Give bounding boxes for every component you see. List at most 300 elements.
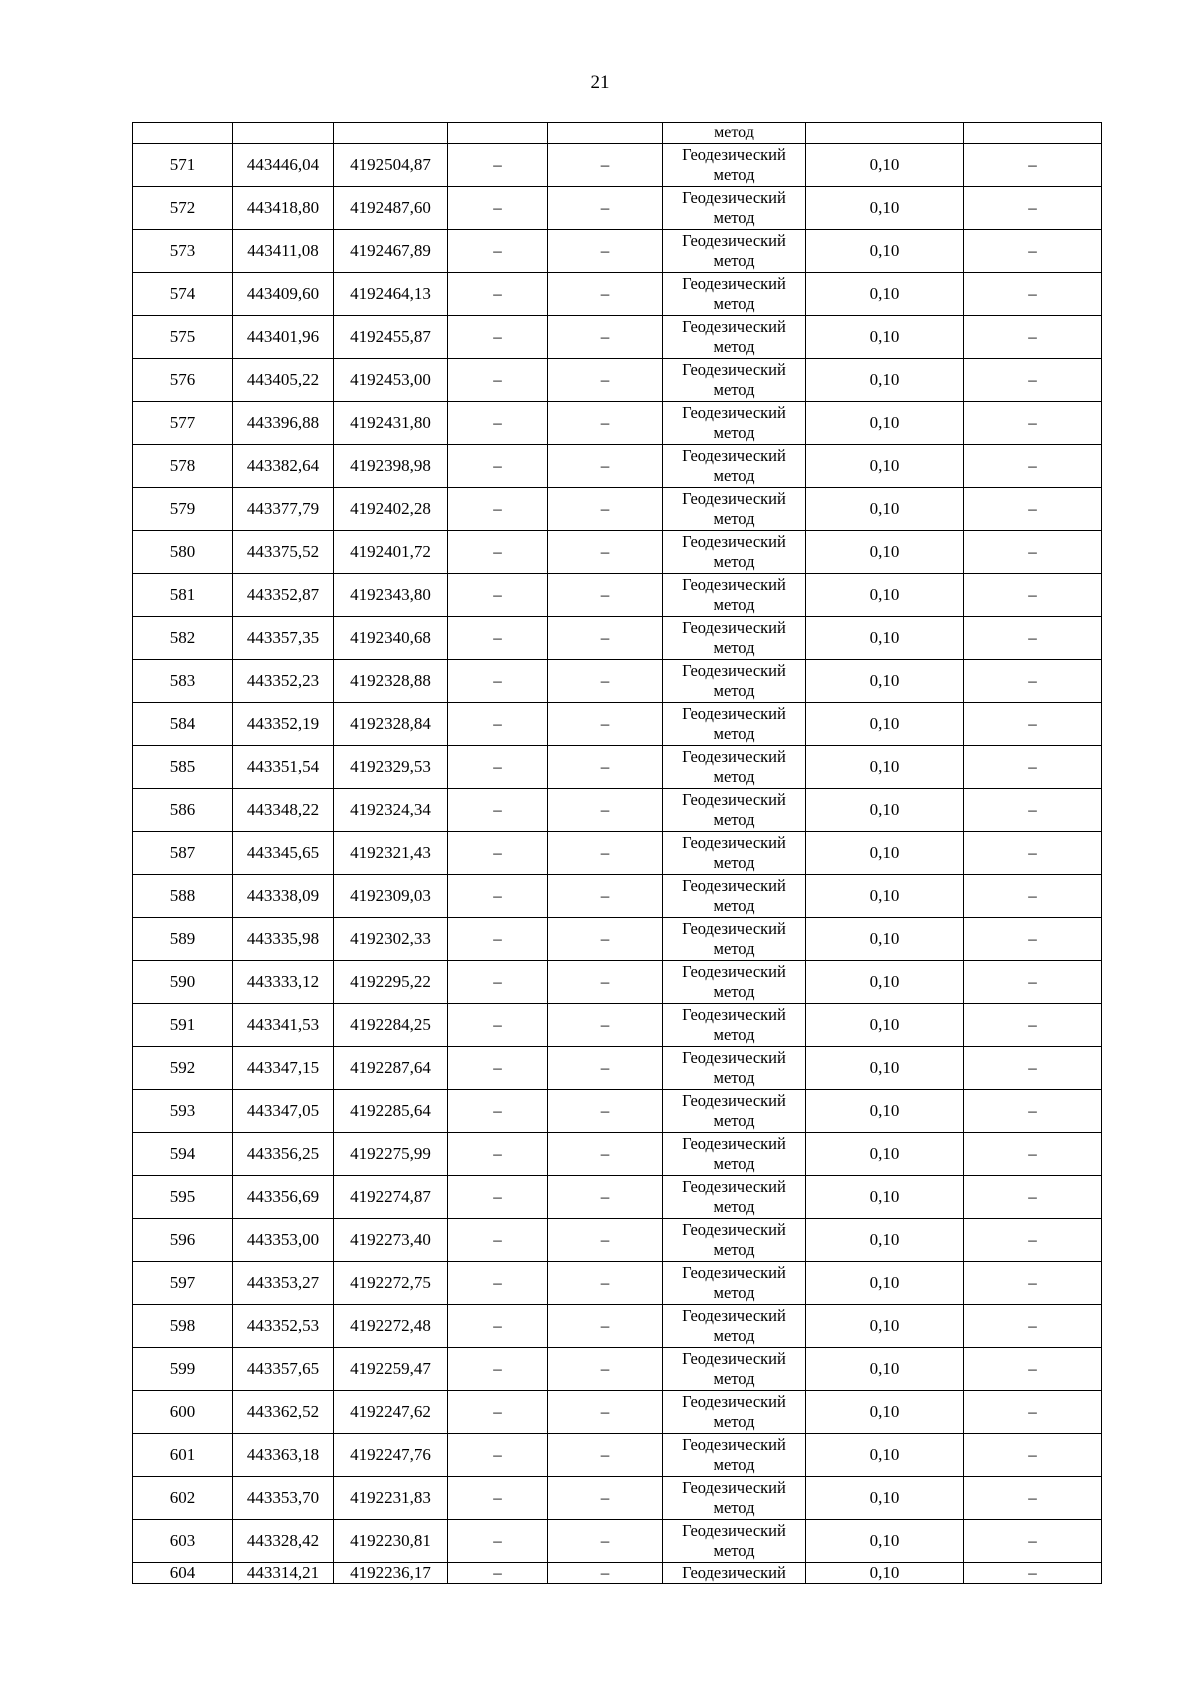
x-coordinate-cell: 443362,52 [233,1391,334,1434]
method-line-2: метод [713,1197,755,1216]
x-coordinate-cell: 443353,70 [233,1477,334,1520]
x-coordinate-cell: 443401,96 [233,316,334,359]
method-line-2: метод [713,595,755,614]
column-8-cell: – [964,144,1102,187]
column-5-cell: – [548,316,663,359]
method-line-2: метод [713,853,755,872]
x-coordinate-cell: 443352,53 [233,1305,334,1348]
point-number-cell: 580 [133,531,233,574]
table-row [133,531,1102,574]
accuracy-cell: 0,10 [806,1348,964,1391]
column-4-cell: – [448,703,548,746]
method-cell [663,1477,806,1520]
column-4-cell: – [448,574,548,617]
accuracy-cell: 0,10 [806,230,964,273]
x-coordinate-cell: 443375,52 [233,531,334,574]
column-8-cell: – [964,531,1102,574]
method-cell [663,531,806,574]
y-coordinate-cell: 4192398,98 [334,445,448,488]
column-4-cell: – [448,1262,548,1305]
column-8-cell: – [964,488,1102,531]
method-line-2: метод [713,1326,755,1345]
point-number-cell: 600 [133,1391,233,1434]
column-8-cell: – [964,1305,1102,1348]
point-number-cell: 601 [133,1434,233,1477]
y-coordinate-cell: 4192464,13 [334,273,448,316]
y-coordinate-cell: 4192230,81 [334,1520,448,1563]
table-row [133,1176,1102,1219]
table-row [133,1434,1102,1477]
accuracy-cell: 0,10 [806,1219,964,1262]
table-row [133,488,1102,531]
x-coordinate-cell: 443341,53 [233,1004,334,1047]
column-4-cell: – [448,1434,548,1477]
method-cell [663,359,806,402]
column-8-cell: – [964,1004,1102,1047]
method-line-2: метод [713,509,755,528]
column-8-cell: – [964,1219,1102,1262]
method-cell [663,1434,806,1477]
column-5-cell: – [548,1434,663,1477]
method-line-2: метод [713,208,755,227]
point-number-cell: 584 [133,703,233,746]
column-5-cell: – [548,1520,663,1563]
x-coordinate-cell: 443356,69 [233,1176,334,1219]
method-cell [663,1176,806,1219]
column-5-cell: – [548,359,663,402]
method-line-2: метод [713,896,755,915]
accuracy-cell: 0,10 [806,445,964,488]
method-line-1: Геодезический [682,962,786,981]
method-line-1: Геодезический [682,317,786,336]
y-coordinate-cell: 4192287,64 [334,1047,448,1090]
method-line-2: метод [713,1498,755,1517]
method-line-2: метод [713,165,755,184]
column-8-cell: – [964,918,1102,961]
method-cell [663,1004,806,1047]
accuracy-cell: 0,10 [806,832,964,875]
column-4-cell: – [448,1133,548,1176]
accuracy-cell: 0,10 [806,1305,964,1348]
method-line-2: метод [713,1111,755,1130]
table-row [133,832,1102,875]
table-cell [448,123,548,144]
x-coordinate-cell: 443347,05 [233,1090,334,1133]
x-coordinate-cell: 443382,64 [233,445,334,488]
method-cell [663,918,806,961]
column-4-cell: – [448,1176,548,1219]
method-line-1: Геодезический [682,446,786,465]
table-row [133,703,1102,746]
y-coordinate-cell: 4192272,75 [334,1262,448,1305]
y-coordinate-cell: 4192467,89 [334,230,448,273]
column-5-cell: – [548,660,663,703]
method-cell [663,961,806,1004]
method-line-2: метод [713,1283,755,1302]
method-cell [663,660,806,703]
table-row [133,1262,1102,1305]
column-8-cell: – [964,961,1102,1004]
y-coordinate-cell: 4192328,84 [334,703,448,746]
table-row [133,187,1102,230]
x-coordinate-cell: 443356,25 [233,1133,334,1176]
y-coordinate-cell: 4192247,76 [334,1434,448,1477]
column-4-cell: – [448,1348,548,1391]
method-cell: метод [663,123,806,144]
column-5-cell: – [548,1348,663,1391]
column-8-cell: – [964,1047,1102,1090]
table-row [133,316,1102,359]
accuracy-cell: 0,10 [806,1047,964,1090]
x-coordinate-cell: 443409,60 [233,273,334,316]
column-5-cell: – [548,617,663,660]
method-line-1: Геодезический [682,274,786,293]
column-8-cell: – [964,703,1102,746]
column-4-cell: – [448,1477,548,1520]
method-line-2: метод [713,1240,755,1259]
column-8-cell: – [964,445,1102,488]
column-4-cell: – [448,660,548,703]
method-line-2: метод [713,423,755,442]
column-5-cell: – [548,875,663,918]
method-line-2: метод [713,337,755,356]
column-4-cell: – [448,875,548,918]
column-4-cell: – [448,402,548,445]
y-coordinate-cell: 4192275,99 [334,1133,448,1176]
column-5-cell: – [548,746,663,789]
method-line-1: Геодезический [682,532,786,551]
method-line-1: Геодезический [682,661,786,680]
method-line-1: Геодезический [682,188,786,207]
method-cell [663,1047,806,1090]
table-cell [334,123,448,144]
y-coordinate-cell: 4192343,80 [334,574,448,617]
method-cell [663,1348,806,1391]
x-coordinate-cell: 443377,79 [233,488,334,531]
x-coordinate-cell: 443446,04 [233,144,334,187]
y-coordinate-cell: 4192285,64 [334,1090,448,1133]
method-line-1: Геодезический [682,1349,786,1368]
column-4-cell: – [448,445,548,488]
column-8-cell: – [964,1348,1102,1391]
point-number-cell: 597 [133,1262,233,1305]
column-4-cell: – [448,531,548,574]
x-coordinate-cell: 443352,87 [233,574,334,617]
point-number-cell: 586 [133,789,233,832]
column-4-cell: – [448,918,548,961]
accuracy-cell: 0,10 [806,187,964,230]
column-8-cell: – [964,1391,1102,1434]
page-number: 21 [590,72,610,93]
x-coordinate-cell: 443348,22 [233,789,334,832]
method-line-1: Геодезический [682,618,786,637]
table-row [133,359,1102,402]
method-line-1: Геодезический [682,1478,786,1497]
method-line-2: метод [713,552,755,571]
column-8-cell: – [964,660,1102,703]
x-coordinate-cell: 443353,27 [233,1262,334,1305]
method-cell [663,187,806,230]
column-5-cell: – [548,574,663,617]
table-row [133,144,1102,187]
point-number-cell: 593 [133,1090,233,1133]
method-cell: Геодезический [663,1563,806,1584]
x-coordinate-cell: 443353,00 [233,1219,334,1262]
column-4-cell: – [448,746,548,789]
y-coordinate-cell: 4192272,48 [334,1305,448,1348]
column-8-cell: – [964,230,1102,273]
point-number-cell: 577 [133,402,233,445]
column-8-cell: – [964,1563,1102,1584]
method-line-1: Геодезический [682,747,786,766]
point-number-cell: 574 [133,273,233,316]
point-number-cell: 591 [133,1004,233,1047]
method-cell [663,574,806,617]
column-5-cell: – [548,187,663,230]
accuracy-cell: 0,10 [806,1090,964,1133]
y-coordinate-cell: 4192402,28 [334,488,448,531]
point-number-cell: 603 [133,1520,233,1563]
table-cell [806,123,964,144]
table-row [133,617,1102,660]
point-number-cell: 576 [133,359,233,402]
column-4-cell: – [448,617,548,660]
column-5-cell: – [548,918,663,961]
point-number-cell: 602 [133,1477,233,1520]
column-8-cell: – [964,1133,1102,1176]
method-line-2: метод [713,767,755,786]
point-number-cell: 581 [133,574,233,617]
accuracy-cell: 0,10 [806,1477,964,1520]
column-8-cell: – [964,316,1102,359]
accuracy-cell: 0,10 [806,402,964,445]
y-coordinate-cell: 4192431,80 [334,402,448,445]
point-number-cell: 573 [133,230,233,273]
method-line-2: метод [713,251,755,270]
x-coordinate-cell: 443351,54 [233,746,334,789]
method-line-2: метод [713,1369,755,1388]
x-coordinate-cell: 443411,08 [233,230,334,273]
column-4-cell: – [448,316,548,359]
table-row [133,230,1102,273]
accuracy-cell: 0,10 [806,660,964,703]
accuracy-cell: 0,10 [806,875,964,918]
method-line-2: метод [713,810,755,829]
x-coordinate-cell: 443405,22 [233,359,334,402]
y-coordinate-cell: 4192295,22 [334,961,448,1004]
method-line-1: Геодезический [682,145,786,164]
method-cell [663,445,806,488]
method-line-1: Геодезический [682,231,786,250]
point-number-cell: 571 [133,144,233,187]
method-line-1: Геодезический [682,1306,786,1325]
method-cell [663,1520,806,1563]
column-5-cell: – [548,789,663,832]
x-coordinate-cell: 443396,88 [233,402,334,445]
table-row [133,1133,1102,1176]
y-coordinate-cell: 4192321,43 [334,832,448,875]
column-4-cell: – [448,961,548,1004]
method-cell [663,144,806,187]
y-coordinate-cell: 4192487,60 [334,187,448,230]
method-line-2: метод [713,380,755,399]
method-cell [663,1391,806,1434]
point-number-cell: 585 [133,746,233,789]
x-coordinate-cell: 443357,65 [233,1348,334,1391]
method-cell [663,273,806,316]
method-cell [663,789,806,832]
table-row [133,1348,1102,1391]
y-coordinate-cell: 4192236,17 [334,1563,448,1584]
point-number-cell: 594 [133,1133,233,1176]
table-row-partial [133,1563,1102,1584]
point-number-cell: 578 [133,445,233,488]
accuracy-cell: 0,10 [806,1391,964,1434]
y-coordinate-cell: 4192273,40 [334,1219,448,1262]
point-number-cell: 595 [133,1176,233,1219]
table-row [133,273,1102,316]
method-cell [663,703,806,746]
accuracy-cell: 0,10 [806,488,964,531]
column-4-cell: – [448,1090,548,1133]
x-coordinate-cell: 443363,18 [233,1434,334,1477]
point-number-cell: 579 [133,488,233,531]
column-5-cell: – [548,1563,663,1584]
method-line-2: метод [713,1154,755,1173]
column-5-cell: – [548,402,663,445]
method-cell [663,402,806,445]
y-coordinate-cell: 4192274,87 [334,1176,448,1219]
point-number-cell: 596 [133,1219,233,1262]
y-coordinate-cell: 4192504,87 [334,144,448,187]
column-5-cell: – [548,1176,663,1219]
y-coordinate-cell: 4192340,68 [334,617,448,660]
accuracy-cell: 0,10 [806,918,964,961]
method-line-1: Геодезический [682,704,786,723]
table-cell [548,123,663,144]
method-line-1: Геодезический [682,1521,786,1540]
accuracy-cell: 0,10 [806,531,964,574]
column-4-cell: – [448,273,548,316]
method-cell [663,1090,806,1133]
x-coordinate-cell: 443418,80 [233,187,334,230]
method-cell [663,230,806,273]
method-line-1: Геодезический [682,1220,786,1239]
method-cell [663,1133,806,1176]
y-coordinate-cell: 4192401,72 [334,531,448,574]
accuracy-cell: 0,10 [806,1434,964,1477]
method-line-1: Геодезический [682,1435,786,1454]
y-coordinate-cell: 4192231,83 [334,1477,448,1520]
table-row [133,1219,1102,1262]
accuracy-cell: 0,10 [806,746,964,789]
column-5-cell: – [548,1219,663,1262]
column-8-cell: – [964,359,1102,402]
point-number-cell: 590 [133,961,233,1004]
x-coordinate-cell: 443335,98 [233,918,334,961]
column-8-cell: – [964,1477,1102,1520]
column-8-cell: – [964,402,1102,445]
method-cell [663,875,806,918]
column-4-cell: – [448,789,548,832]
column-8-cell: – [964,1090,1102,1133]
method-line-1: Геодезический [682,919,786,938]
table-row [133,789,1102,832]
point-number-cell: 588 [133,875,233,918]
table-cell [233,123,334,144]
point-number-cell: 575 [133,316,233,359]
column-4-cell: – [448,1047,548,1090]
y-coordinate-cell: 4192455,87 [334,316,448,359]
method-cell [663,1219,806,1262]
x-coordinate-cell: 443333,12 [233,961,334,1004]
column-5-cell: – [548,230,663,273]
accuracy-cell: 0,10 [806,1563,964,1584]
x-coordinate-cell: 443352,23 [233,660,334,703]
column-5-cell: – [548,1004,663,1047]
table-row [133,660,1102,703]
method-cell [663,316,806,359]
method-line-1: Геодезический [682,1392,786,1411]
y-coordinate-cell: 4192247,62 [334,1391,448,1434]
column-4-cell: – [448,1219,548,1262]
point-number-cell: 572 [133,187,233,230]
column-4-cell: – [448,1520,548,1563]
method-cell [663,746,806,789]
point-number-cell: 583 [133,660,233,703]
column-8-cell: – [964,832,1102,875]
accuracy-cell: 0,10 [806,1004,964,1047]
point-number-cell: 582 [133,617,233,660]
column-4-cell: – [448,359,548,402]
table-row [133,1004,1102,1047]
point-number-cell: 599 [133,1348,233,1391]
method-line-2: метод [713,681,755,700]
method-line-1: Геодезический [682,1005,786,1024]
column-8-cell: – [964,1434,1102,1477]
x-coordinate-cell: 443352,19 [233,703,334,746]
method-line-1: Геодезический [682,790,786,809]
table-row [133,961,1102,1004]
y-coordinate-cell: 4192453,00 [334,359,448,402]
column-4-cell: – [448,1391,548,1434]
method-line-1: Геодезический [682,360,786,379]
method-line-2: метод [713,939,755,958]
column-4-cell: – [448,144,548,187]
column-8-cell: – [964,1262,1102,1305]
method-line-1: Геодезический [682,1263,786,1282]
column-8-cell: – [964,875,1102,918]
x-coordinate-cell: 443338,09 [233,875,334,918]
point-number-cell: 587 [133,832,233,875]
y-coordinate-cell: 4192284,25 [334,1004,448,1047]
x-coordinate-cell: 443345,65 [233,832,334,875]
column-8-cell: – [964,746,1102,789]
method-line-1: Геодезический [682,1177,786,1196]
column-8-cell: – [964,187,1102,230]
column-8-cell: – [964,1176,1102,1219]
method-line-2: метод [713,1412,755,1431]
point-number-cell: 592 [133,1047,233,1090]
table-row [133,1391,1102,1434]
y-coordinate-cell: 4192309,03 [334,875,448,918]
column-5-cell: – [548,961,663,1004]
column-4-cell: – [448,832,548,875]
column-5-cell: – [548,445,663,488]
method-line-2: метод [713,638,755,657]
table-row [133,445,1102,488]
accuracy-cell: 0,10 [806,703,964,746]
